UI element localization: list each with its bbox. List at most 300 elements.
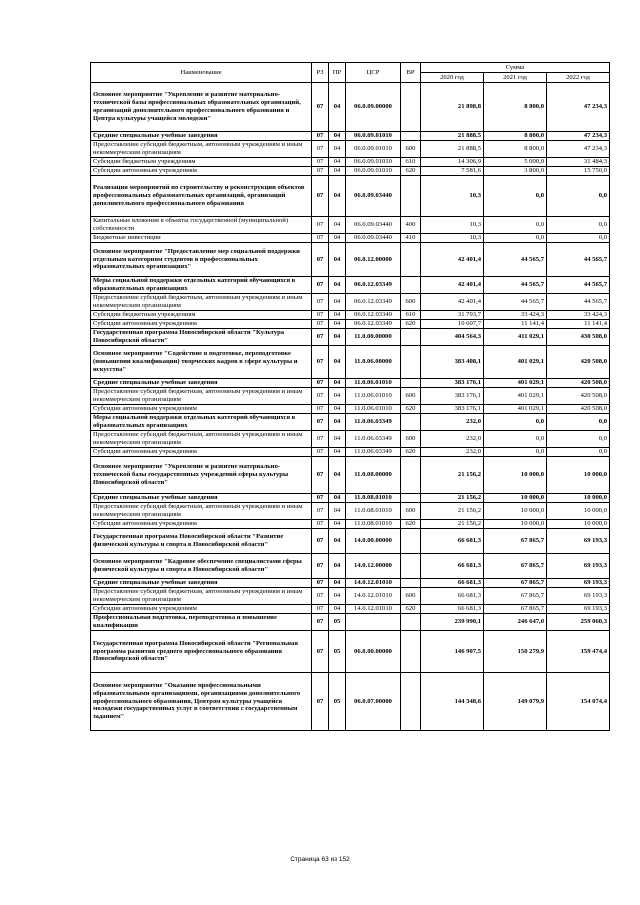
row-pr: 05 — [329, 614, 346, 631]
table-row — [91, 631, 610, 673]
row-2020: 383 176,1 — [421, 405, 484, 414]
row-csr: 11.0.06.01010 — [346, 388, 401, 405]
table-body — [91, 83, 610, 731]
row-vr: 600 — [401, 141, 421, 158]
row-2020: 21 888,5 — [421, 132, 484, 141]
row-rz: 07 — [312, 83, 329, 132]
row-name: Основное мероприятие "Укрепление и развитие материально-технической базы государственных учреждений сферы культуры Новосибирской области" — [91, 457, 312, 494]
row-name: Субсидии автономным учреждениям — [91, 520, 312, 529]
row-name: Основное мероприятие "Кадровое обеспечение специалистами сферы физической культуры и спорта в Новосибирской области" — [91, 554, 312, 579]
row-2020: 66 681,3 — [421, 554, 484, 579]
row-name: Субсидии бюджетным учреждениям — [91, 158, 312, 167]
row-vr — [401, 83, 421, 132]
row-2020: 66 681,3 — [421, 588, 484, 605]
row-2022: 154 074,4 — [547, 673, 610, 731]
row-2021: 3 800,0 — [484, 167, 547, 176]
row-pr: 04 — [329, 243, 346, 277]
row-csr: 11.0.00.00000 — [346, 329, 401, 346]
row-pr: 04 — [329, 141, 346, 158]
row-vr: 620 — [401, 605, 421, 614]
row-2020: 66 681,3 — [421, 529, 484, 554]
row-name: Субсидии автономным учреждениям — [91, 405, 312, 414]
row-2021: 67 865,7 — [484, 554, 547, 579]
row-vr — [401, 176, 421, 217]
row-2020: 21 888,5 — [421, 141, 484, 158]
row-csr: 11.0.08.01010 — [346, 494, 401, 503]
row-2021: 33 424,3 — [484, 311, 547, 320]
row-2021: 0,0 — [484, 217, 547, 234]
row-csr: 06.0.12.00000 — [346, 243, 401, 277]
row-name: Предоставление субсидий бюджетным, автономным учреждениям и иным некоммерческим организациям — [91, 503, 312, 520]
row-rz: 07 — [312, 379, 329, 388]
row-pr: 04 — [329, 494, 346, 503]
row-rz: 07 — [312, 503, 329, 520]
row-name: Основное мероприятие "Укрепление и развитие материально-технической базы профессиональных образовательных организаций, организаций дополнительного профессионального образования и Центра культуры учащейся молодежи" — [91, 83, 312, 132]
row-2021: 67 865,7 — [484, 588, 547, 605]
row-2021: 149 079,9 — [484, 673, 547, 731]
row-2022: 69 193,3 — [547, 529, 610, 554]
row-2020: 66 681,3 — [421, 605, 484, 614]
row-vr — [401, 132, 421, 141]
row-pr: 04 — [329, 234, 346, 243]
row-csr: 06.0.09.03440 — [346, 217, 401, 234]
row-2021: 10 000,0 — [484, 494, 547, 503]
header-sum: Сумма — [421, 63, 610, 73]
row-name: Средние специальные учебные заведения — [91, 379, 312, 388]
row-2020: 10,3 — [421, 234, 484, 243]
row-rz: 07 — [312, 448, 329, 457]
row-2021: 401 029,1 — [484, 346, 547, 379]
row-rz: 07 — [312, 605, 329, 614]
row-rz: 07 — [312, 167, 329, 176]
row-pr: 04 — [329, 448, 346, 457]
row-2021: 67 865,7 — [484, 605, 547, 614]
row-2022: 15 750,0 — [547, 167, 610, 176]
row-2021: 401 029,1 — [484, 379, 547, 388]
row-2022: 69 193,3 — [547, 605, 610, 614]
budget-table — [90, 62, 610, 731]
row-csr: 11.0.08.00000 — [346, 457, 401, 494]
row-2022: 0,0 — [547, 217, 610, 234]
row-2022: 10 000,0 — [547, 520, 610, 529]
row-csr: 06.0.12.03349 — [346, 311, 401, 320]
row-rz: 07 — [312, 405, 329, 414]
row-pr: 04 — [329, 588, 346, 605]
row-vr: 410 — [401, 234, 421, 243]
row-rz: 07 — [312, 588, 329, 605]
row-2021: 8 800,0 — [484, 83, 547, 132]
table-row — [91, 83, 610, 132]
row-csr: 06.0.12.03349 — [346, 320, 401, 329]
table-row — [91, 414, 610, 431]
row-2022: 69 193,3 — [547, 554, 610, 579]
row-pr: 04 — [329, 346, 346, 379]
row-rz: 07 — [312, 217, 329, 234]
table-row — [91, 448, 610, 457]
row-pr: 04 — [329, 414, 346, 431]
row-rz: 07 — [312, 388, 329, 405]
row-2022: 11 141,4 — [547, 320, 610, 329]
row-2022: 420 508,0 — [547, 346, 610, 379]
row-rz: 07 — [312, 631, 329, 673]
row-2021: 0,0 — [484, 448, 547, 457]
row-pr: 04 — [329, 320, 346, 329]
row-pr: 04 — [329, 277, 346, 294]
row-vr — [401, 494, 421, 503]
row-2020: 66 681,3 — [421, 579, 484, 588]
row-2022: 0,0 — [547, 414, 610, 431]
table-row — [91, 494, 610, 503]
table-row — [91, 673, 610, 731]
header-2020: 2020 год — [421, 73, 484, 83]
row-name: Субсидии автономным учреждениям — [91, 320, 312, 329]
row-vr — [401, 277, 421, 294]
table-row — [91, 346, 610, 379]
row-rz: 07 — [312, 579, 329, 588]
header-csr: ЦСР — [346, 63, 401, 83]
row-name: Субсидии бюджетным учреждениям — [91, 311, 312, 320]
row-name: Средние специальные учебные заведения — [91, 579, 312, 588]
row-2021: 44 565,7 — [484, 294, 547, 311]
row-2021: 401 029,1 — [484, 405, 547, 414]
row-2021: 10 000,0 — [484, 520, 547, 529]
header-2021: 2021 год — [484, 73, 547, 83]
row-2020: 21 156,2 — [421, 494, 484, 503]
row-2020: 232,0 — [421, 448, 484, 457]
row-csr: 06.0.00.00000 — [346, 631, 401, 673]
row-vr: 600 — [401, 503, 421, 520]
row-name: Капитальные вложения в объекты государственной (муниципальной) собственности — [91, 217, 312, 234]
row-2021: 67 865,7 — [484, 579, 547, 588]
row-pr: 04 — [329, 176, 346, 217]
row-vr — [401, 673, 421, 731]
row-csr: 06.0.12.03349 — [346, 294, 401, 311]
row-vr — [401, 414, 421, 431]
row-vr — [401, 614, 421, 631]
row-vr: 620 — [401, 320, 421, 329]
row-csr: 14.0.12.01010 — [346, 605, 401, 614]
table-row — [91, 141, 610, 158]
row-vr — [401, 554, 421, 579]
row-name: Меры социальной поддержки отдельных категорий обучающихся в образовательных организациях — [91, 414, 312, 431]
row-2020: 31 793,7 — [421, 311, 484, 320]
table-row — [91, 431, 610, 448]
row-2022: 69 193,3 — [547, 588, 610, 605]
row-2022: 420 508,0 — [547, 405, 610, 414]
row-rz: 07 — [312, 277, 329, 294]
row-pr: 04 — [329, 379, 346, 388]
row-2020: 232,0 — [421, 414, 484, 431]
row-vr: 620 — [401, 520, 421, 529]
row-2022: 47 234,3 — [547, 83, 610, 132]
row-rz: 07 — [312, 294, 329, 311]
row-2021: 401 029,1 — [484, 388, 547, 405]
row-vr — [401, 529, 421, 554]
row-2020: 404 564,3 — [421, 329, 484, 346]
page-footer: Страница 63 из 152 — [290, 856, 350, 863]
row-2020: 21 156,2 — [421, 520, 484, 529]
row-csr: 06.0.09.03440 — [346, 176, 401, 217]
row-pr: 04 — [329, 388, 346, 405]
row-rz: 07 — [312, 457, 329, 494]
row-2020: 14 306,9 — [421, 158, 484, 167]
row-pr: 04 — [329, 329, 346, 346]
row-name: Профессиональная подготовка, переподготовка и повышение квалификации — [91, 614, 312, 631]
row-vr: 620 — [401, 167, 421, 176]
row-name: Предоставление субсидий бюджетным, автономным учреждениям и иным некоммерческим организациям — [91, 141, 312, 158]
row-2021: 44 565,7 — [484, 277, 547, 294]
row-rz: 07 — [312, 141, 329, 158]
table-row — [91, 277, 610, 294]
row-2021: 67 865,7 — [484, 529, 547, 554]
table-row — [91, 132, 610, 141]
table-row — [91, 614, 610, 631]
row-vr — [401, 579, 421, 588]
row-2021: 8 800,0 — [484, 132, 547, 141]
row-2020: 144 348,6 — [421, 673, 484, 731]
row-csr: 11.0.08.01010 — [346, 520, 401, 529]
row-vr: 600 — [401, 588, 421, 605]
row-vr: 600 — [401, 388, 421, 405]
row-name: Реализация мероприятий по строительству и реконструкции объектов профессиональных образовательных организаций, организаций дополнительного профессионального образования — [91, 176, 312, 217]
row-vr: 600 — [401, 431, 421, 448]
row-csr: 11.0.06.03349 — [346, 414, 401, 431]
row-2022: 31 484,3 — [547, 158, 610, 167]
row-rz: 07 — [312, 346, 329, 379]
row-2022: 0,0 — [547, 234, 610, 243]
row-rz: 07 — [312, 431, 329, 448]
row-2021: 11 141,4 — [484, 320, 547, 329]
row-2020: 21 156,2 — [421, 457, 484, 494]
row-2022: 430 508,0 — [547, 329, 610, 346]
row-2022: 159 474,4 — [547, 631, 610, 673]
row-pr: 04 — [329, 529, 346, 554]
row-name: Государственная программа Новосибирской области "Культура Новосибирской области" — [91, 329, 312, 346]
row-2021: 10 000,0 — [484, 457, 547, 494]
row-vr: 610 — [401, 311, 421, 320]
row-2022: 259 060,3 — [547, 614, 610, 631]
row-pr: 04 — [329, 503, 346, 520]
row-name: Предоставление субсидий бюджетным, автономным учреждениям и иным некоммерческим организациям — [91, 388, 312, 405]
row-2020: 21 156,2 — [421, 503, 484, 520]
row-2022: 420 508,0 — [547, 379, 610, 388]
row-csr: 11.0.06.01010 — [346, 405, 401, 414]
row-csr: 06.0.09.01010 — [346, 132, 401, 141]
row-vr: 620 — [401, 448, 421, 457]
row-csr: 06.0.12.03349 — [346, 277, 401, 294]
table-row — [91, 311, 610, 320]
table-row — [91, 243, 610, 277]
row-rz: 07 — [312, 234, 329, 243]
row-2020: 10,3 — [421, 217, 484, 234]
row-2021: 0,0 — [484, 176, 547, 217]
table-row — [91, 579, 610, 588]
row-csr: 06.0.09.03440 — [346, 234, 401, 243]
row-2021: 0,0 — [484, 431, 547, 448]
row-pr: 04 — [329, 158, 346, 167]
row-csr: 06.0.07.00000 — [346, 673, 401, 731]
row-rz: 07 — [312, 243, 329, 277]
row-name: Бюджетные инвестиции — [91, 234, 312, 243]
row-csr — [346, 614, 401, 631]
row-rz: 07 — [312, 414, 329, 431]
row-2020: 146 907,5 — [421, 631, 484, 673]
row-2021: 150 279,9 — [484, 631, 547, 673]
row-2020: 383 176,1 — [421, 379, 484, 388]
row-pr: 04 — [329, 167, 346, 176]
row-rz: 07 — [312, 554, 329, 579]
row-2022: 47 234,3 — [547, 141, 610, 158]
row-name: Предоставление субсидий бюджетным, автономным учреждениям и иным некоммерческим организациям — [91, 431, 312, 448]
row-pr: 05 — [329, 631, 346, 673]
table-row — [91, 503, 610, 520]
row-2020: 42 401,4 — [421, 277, 484, 294]
row-rz: 07 — [312, 176, 329, 217]
row-pr: 04 — [329, 405, 346, 414]
row-vr: 400 — [401, 217, 421, 234]
row-pr: 04 — [329, 457, 346, 494]
row-2020: 10 607,7 — [421, 320, 484, 329]
table-row — [91, 234, 610, 243]
row-pr: 04 — [329, 431, 346, 448]
row-vr: 600 — [401, 294, 421, 311]
row-2022: 10 000,0 — [547, 457, 610, 494]
header-vr: ВР — [401, 63, 421, 83]
row-csr: 06.0.09.01010 — [346, 167, 401, 176]
row-2020: 42 401,4 — [421, 294, 484, 311]
row-2021: 246 647,0 — [484, 614, 547, 631]
row-name: Основное мероприятие "Оказание профессиональными образовательными организациями, организациями дополнительного профессионального образования, Центром культуры учащейся молодежи государственных услуг в соответствии с государственным заданием" — [91, 673, 312, 731]
row-name: Основное мероприятие "Содействие в подготовке, переподготовке (повышении квалификации) творческих кадров в сфере культуры и искусства" — [91, 346, 312, 379]
row-name: Основное мероприятие "Предоставление мер социальной поддержки отдельным категориям студентов в профессиональных образовательных организациях" — [91, 243, 312, 277]
header-2022: 2022 год — [547, 73, 610, 83]
header-name: Наименование — [91, 63, 312, 83]
table-row — [91, 320, 610, 329]
row-2021: 8 800,0 — [484, 141, 547, 158]
row-vr — [401, 379, 421, 388]
table-row — [91, 329, 610, 346]
row-2021: 0,0 — [484, 234, 547, 243]
row-vr — [401, 329, 421, 346]
row-vr — [401, 631, 421, 673]
row-2022: 47 234,3 — [547, 132, 610, 141]
row-2021: 44 565,7 — [484, 243, 547, 277]
row-csr: 14.0.12.01010 — [346, 579, 401, 588]
row-rz: 07 — [312, 158, 329, 167]
row-rz: 07 — [312, 132, 329, 141]
row-2022: 0,0 — [547, 431, 610, 448]
row-rz: 07 — [312, 320, 329, 329]
row-csr: 11.0.06.03349 — [346, 431, 401, 448]
row-pr: 04 — [329, 83, 346, 132]
row-pr: 04 — [329, 520, 346, 529]
row-pr: 04 — [329, 311, 346, 320]
header-rz: РЗ — [312, 63, 329, 83]
row-vr — [401, 346, 421, 379]
row-vr: 610 — [401, 158, 421, 167]
row-rz: 07 — [312, 673, 329, 731]
row-rz: 07 — [312, 529, 329, 554]
row-2022: 10 000,0 — [547, 494, 610, 503]
row-2020: 42 401,4 — [421, 243, 484, 277]
row-name: Предоставление субсидий бюджетным, автономным учреждениям и иным некоммерческим организациям — [91, 588, 312, 605]
header-pr: ПР — [329, 63, 346, 83]
row-name: Средние специальные учебные заведения — [91, 132, 312, 141]
row-2022: 44 565,7 — [547, 294, 610, 311]
row-pr: 04 — [329, 579, 346, 588]
row-name: Государственная программа Новосибирской области "Региональная программа развития среднего профессионального образования Новосибирской области" — [91, 631, 312, 673]
row-2020: 7 581,6 — [421, 167, 484, 176]
row-pr: 05 — [329, 673, 346, 731]
table-row — [91, 176, 610, 217]
row-csr: 11.0.06.03349 — [346, 448, 401, 457]
table-row — [91, 457, 610, 494]
table-row — [91, 388, 610, 405]
row-2022: 0,0 — [547, 176, 610, 217]
row-2022: 33 424,3 — [547, 311, 610, 320]
row-csr: 11.0.06.01010 — [346, 379, 401, 388]
row-name: Субсидии автономным учреждениям — [91, 605, 312, 614]
table-row — [91, 605, 610, 614]
row-2022: 10 000,0 — [547, 503, 610, 520]
row-csr: 06.0.09.01010 — [346, 141, 401, 158]
row-name: Государственная программа Новосибирской области "Развитие физической культуры и спорта в Новосибирской области" — [91, 529, 312, 554]
table-row — [91, 167, 610, 176]
table-row — [91, 529, 610, 554]
row-vr — [401, 457, 421, 494]
row-csr: 14.0.12.00000 — [346, 554, 401, 579]
row-2022: 44 565,7 — [547, 243, 610, 277]
row-pr: 04 — [329, 554, 346, 579]
row-rz: 07 — [312, 614, 329, 631]
row-2020: 383 408,1 — [421, 346, 484, 379]
row-csr: 11.0.08.01010 — [346, 503, 401, 520]
table-row — [91, 217, 610, 234]
row-2020: 232,0 — [421, 431, 484, 448]
row-rz: 07 — [312, 494, 329, 503]
row-rz: 07 — [312, 329, 329, 346]
row-name: Средние специальные учебные заведения — [91, 494, 312, 503]
row-name: Меры социальной поддержки отдельных категорий обучающихся в образовательных организациях — [91, 277, 312, 294]
row-2021: 0,0 — [484, 414, 547, 431]
row-name: Субсидии автономным учреждениям — [91, 167, 312, 176]
table-row — [91, 158, 610, 167]
row-name: Предоставление субсидий бюджетным, автономным учреждениям и иным некоммерческим организациям — [91, 294, 312, 311]
row-2021: 411 029,1 — [484, 329, 547, 346]
table-row — [91, 405, 610, 414]
table-row — [91, 554, 610, 579]
row-vr: 620 — [401, 405, 421, 414]
table-row — [91, 520, 610, 529]
row-vr — [401, 243, 421, 277]
row-2020: 239 990,1 — [421, 614, 484, 631]
row-pr: 04 — [329, 217, 346, 234]
row-2020: 10,3 — [421, 176, 484, 217]
row-pr: 04 — [329, 605, 346, 614]
row-2022: 69 193,3 — [547, 579, 610, 588]
row-pr: 04 — [329, 294, 346, 311]
row-2022: 0,0 — [547, 448, 610, 457]
row-csr: 14.0.00.00000 — [346, 529, 401, 554]
row-2020: 383 176,1 — [421, 388, 484, 405]
row-2021: 10 000,0 — [484, 503, 547, 520]
row-csr: 06.0.09.01010 — [346, 158, 401, 167]
row-2020: 21 898,8 — [421, 83, 484, 132]
row-rz: 07 — [312, 520, 329, 529]
table-row — [91, 379, 610, 388]
table-row — [91, 294, 610, 311]
row-2022: 420 508,0 — [547, 388, 610, 405]
